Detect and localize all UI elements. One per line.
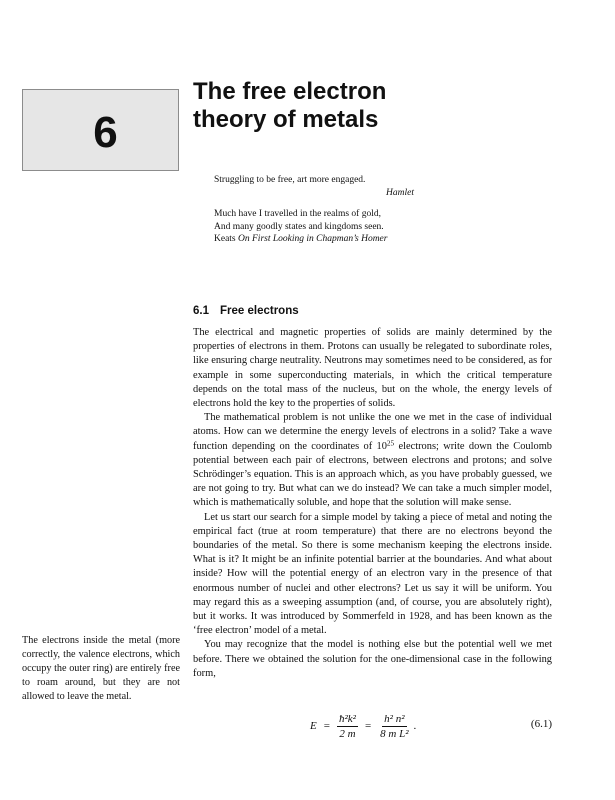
paragraph: The electrical and magnetic properties of solids are mainly determined by the properties of electrons in them. Protons can usually be relegated to subordinate roles, like ensuring charge neutrality. Neutrons may sometimes need to be considered, as for example in some superconducting materials, in which the critical temperature depends on the total mass of the nucleus, but on the whole, the energy levels of electrons hold the key to the properties of solids.	[193, 327, 552, 410]
fraction-numerator: h² n²	[384, 712, 405, 725]
paragraph	[193, 411, 552, 510]
chapter-title-line: theory of metals	[193, 106, 379, 133]
paragraph-text: The mathematical problem is not unlike the one we met in the case of individual atoms. How can we determine the energy levels of electrons in a solid? Take a wave function depending on the coordinates of	[193, 412, 552, 452]
chapter-title	[193, 78, 523, 134]
fraction	[378, 713, 410, 740]
margin-note: The electrons inside the metal (more correctly, the valence electrons, which occupy the outer ring) are entirely free to roam around, but they are not allowed to leave the metal.	[22, 635, 180, 702]
equation-lhs: E	[310, 720, 317, 732]
equals-sign: =	[323, 720, 330, 732]
fraction-numerator: ħ²k²	[338, 712, 356, 725]
paragraph-text: electrons; write down the Coulomb potential between each pair of electrons, between electrons and protons; and solve Schrödinger’s equation. This is an approach which, as you have probably guessed, we are not going to try. But what can we do instead? We can take a much simpler model, which is mathematically soluble, and hope that the solution will make sense.	[193, 440, 552, 509]
fraction-denominator: 8 m L²	[380, 727, 409, 740]
equation-number: (6.1)	[530, 718, 552, 730]
body-text	[193, 326, 552, 681]
equation-body	[310, 706, 416, 746]
chapter-number-box	[22, 89, 179, 171]
power-exponent: 25	[386, 439, 395, 448]
epigraph-line: Struggling to be free, art more engaged.	[214, 175, 366, 185]
epigraph-source: On First Looking in Chapman’s Homer	[238, 234, 388, 245]
paragraph: Let us start our search for a simple model by taking a piece of metal and noting the empirical fact (true at room temperature) that there are no electrons beyond the boundaries of the metal. So there is some mechanism keeping the electrons inside. What is it? It might be an infinite potential barrier at the boundaries. And what about inside? How will the potential energy of an electron vary in the presence of that enormous number of nuclei and other electrons? Let us say it will be uniform. You may regard this as a sweeping assumption (and, of course, you are absolutely right), but it works. It was introduced by Sommerfeld in 1928, and has been known as the ‘free electron’ model of a metal.	[193, 511, 552, 637]
epigraph-attribution: Hamlet	[386, 187, 414, 198]
epigraphs	[214, 174, 414, 246]
fraction-denominator: 2 m	[339, 727, 356, 740]
epigraph-line: Much have I travelled in the realms of gold,	[214, 209, 381, 220]
paragraph: You may recognize that the model is nothing else but the potential well we met before. There we obtained the solution for the one-dimensional case in the following form,	[193, 639, 552, 679]
power-base: 10	[376, 440, 387, 452]
fraction	[337, 713, 358, 740]
equals-sign: =	[364, 720, 372, 732]
section-title: Free electrons	[220, 305, 299, 317]
epigraph-author: Keats	[214, 234, 236, 245]
epigraph-line: And many goodly states and kingdoms seen.	[214, 221, 384, 232]
equation-period: .	[413, 720, 417, 732]
section-heading	[193, 305, 299, 317]
epigraph-credit	[214, 233, 414, 246]
chapter-number: 6	[93, 108, 118, 157]
chapter-title-line: The free electron	[193, 78, 387, 105]
equation-6-1	[193, 706, 552, 746]
section-number: 6.1	[193, 305, 209, 317]
